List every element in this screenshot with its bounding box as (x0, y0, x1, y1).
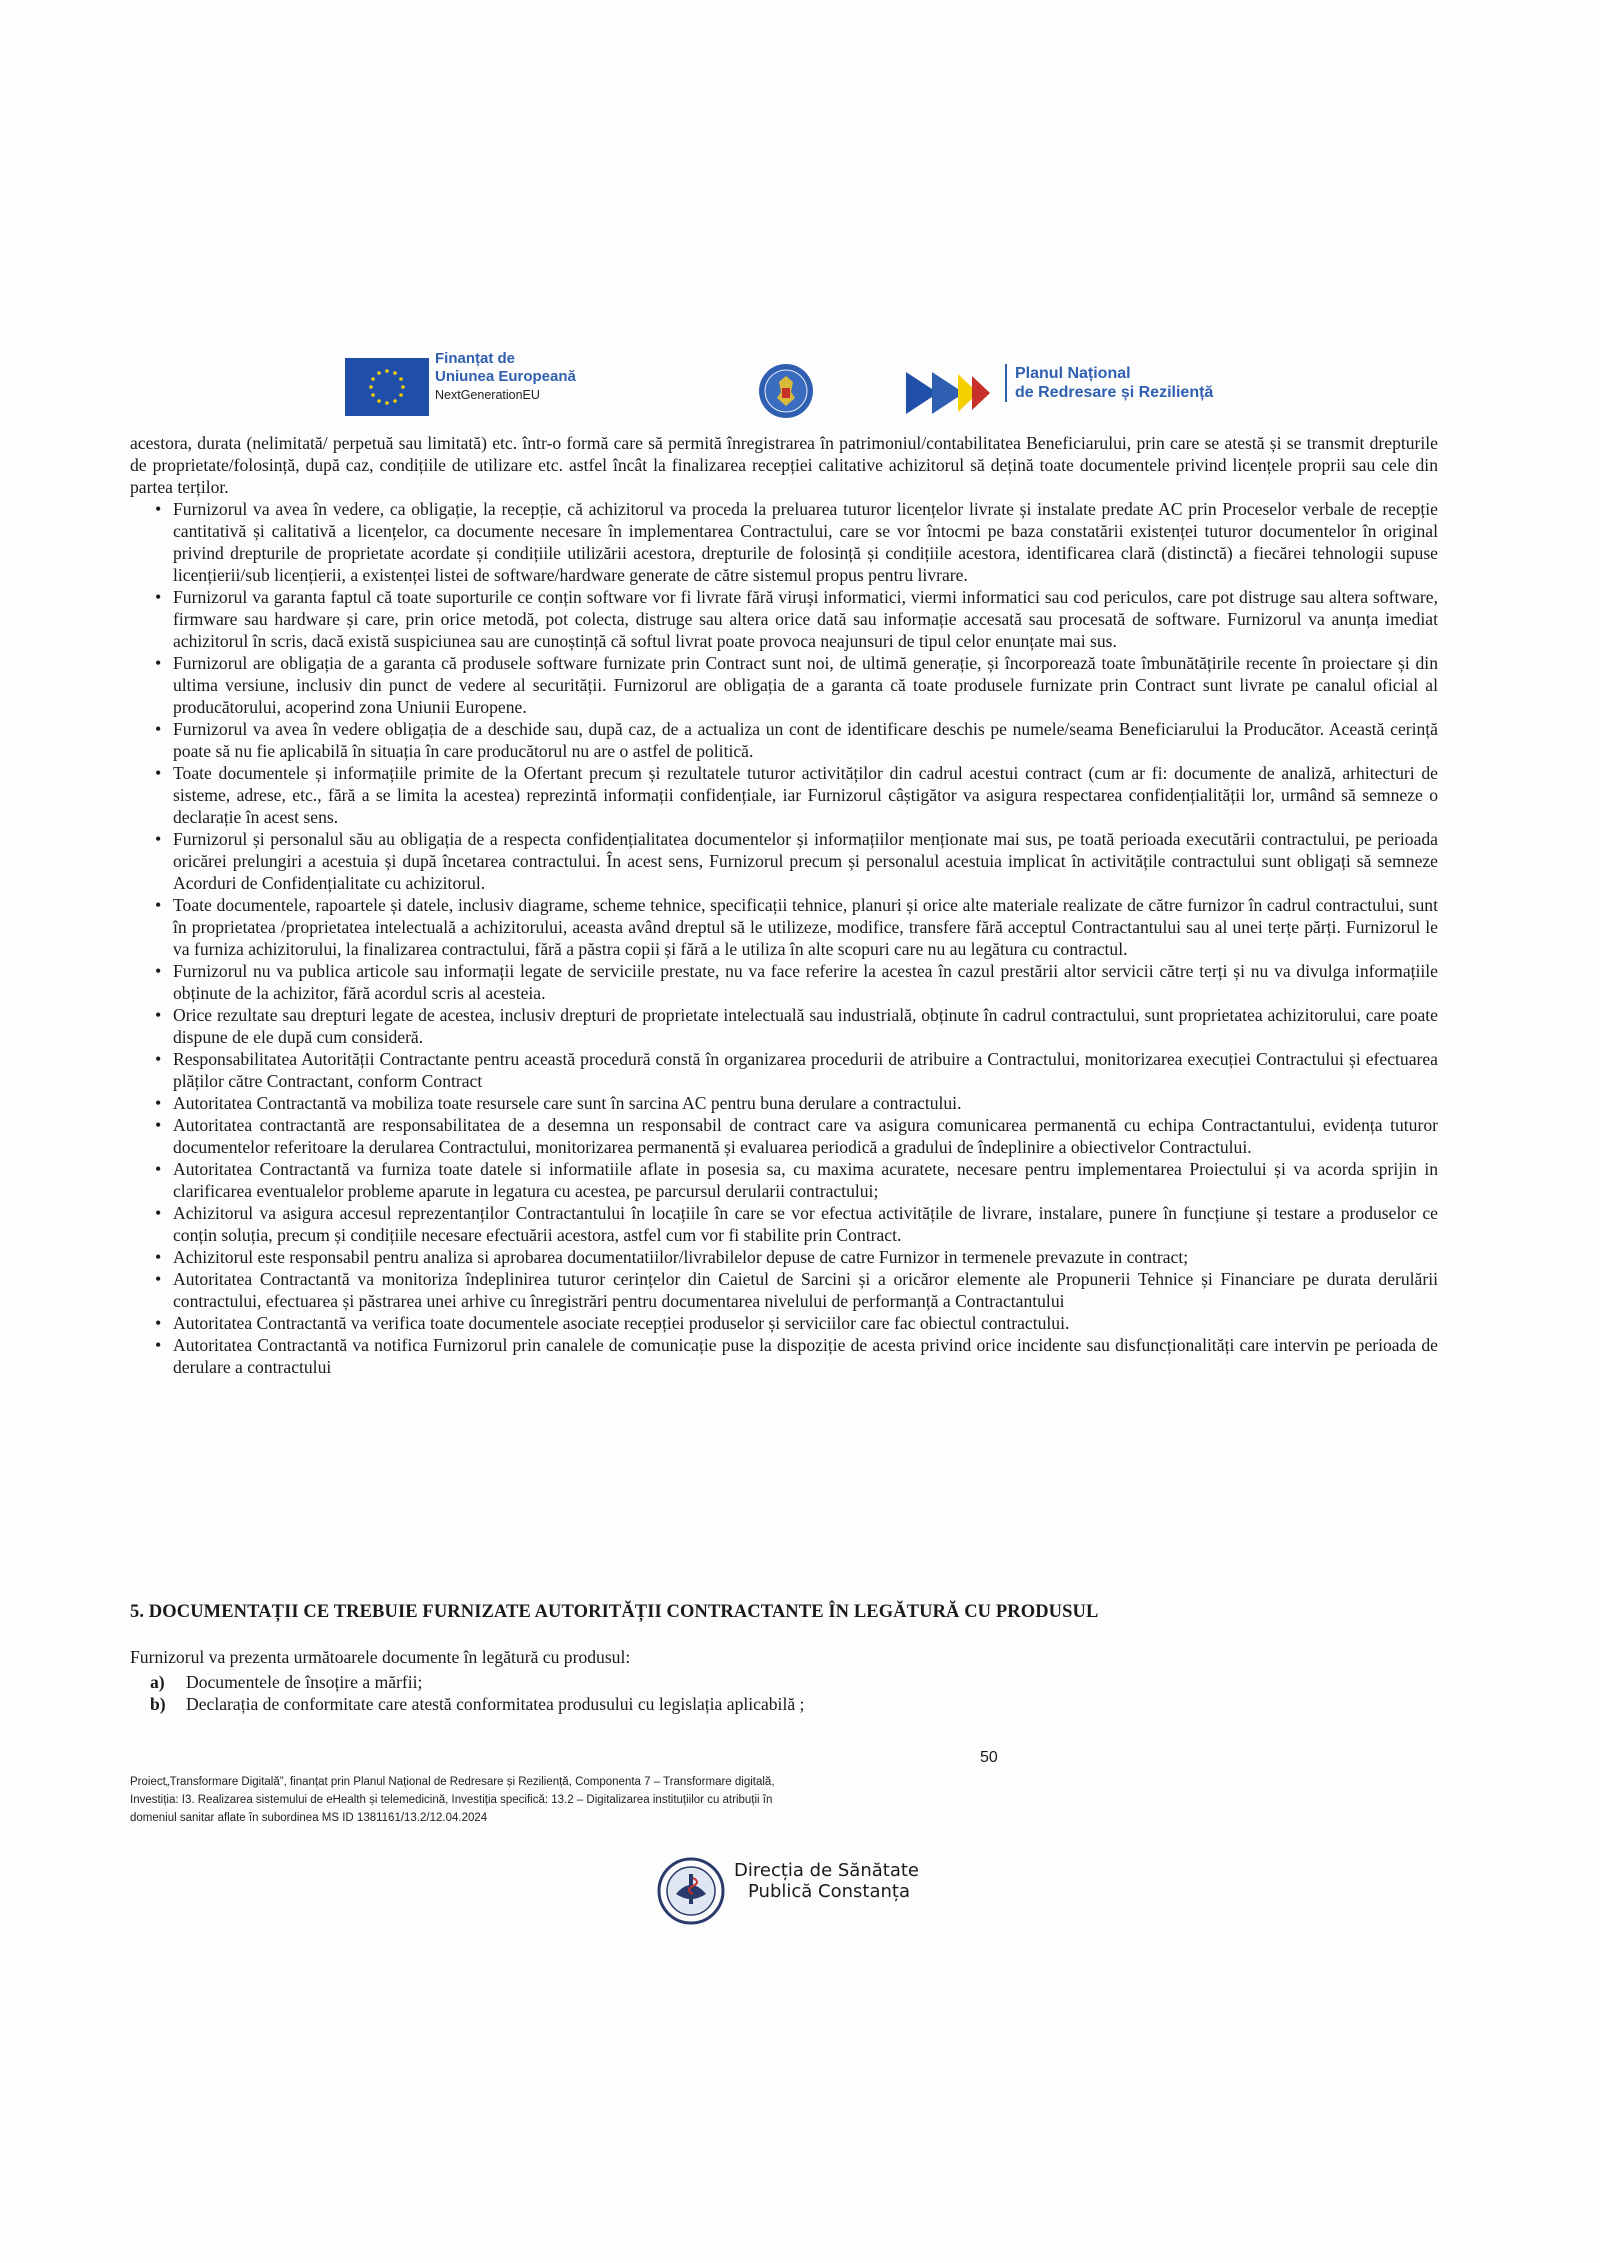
item-text: Declarația de conformitate care atestă conformitatea produsului cu legislația aplicabilă ; (186, 1694, 805, 1714)
footer-line: Proiect„Transformare Digitală”, finanțat prin Planul Național de Redresare și Reziliență, Componenta 7 – Transformare digitală, (130, 1776, 775, 1788)
list-item: • Achizitorul va asigura accesul reprezentanților Contractantului în locațiile în care se vor efectua activitățile de livrare, instalare, punere în funcțiune și testare a produselor ce conțin soluția, precum și condițiile necesare efectuării acestora, astfel cum vor fi stabilite prin Contract. (130, 1202, 1438, 1246)
eu-flag-icon (345, 358, 429, 416)
list-item: • Furnizorul nu va publica articole sau informații legate de serviciile prestate, nu va face referire la acestea în cazul prestării altor servicii către terți și nu va divulga informațiile obținute de la achizitor, fără acordul scris al acesteia. (130, 960, 1438, 1004)
project-footer (130, 1773, 990, 1827)
list-item: • Responsabilitatea Autorității Contractante pentru această procedură constă în organizarea procedurii de atribuire a Contractului, monitorizarea execuției Contractului și efectuarea plăților către Contractant, conform Contract (130, 1048, 1438, 1092)
continuation-paragraph: acestora, durata (nelimitată/ perpetuă sau limitată) etc. într-o formă care să permită înregistrarea în patrimoniul/contabilitatea Beneficiarului, prin care se atestă și se transmit drepturile de proprietate/folosință, după caz, condițiile de utilizare etc. astfel încât la finalizarea recepției calitative achizitorul să dețină toate documentele privind licențele proprii sau cele din partea terților. (130, 433, 1438, 497)
bullet-list (130, 498, 1438, 1378)
romanian-government-seal-icon (757, 362, 815, 420)
pnrr-line2: de Redresare și Reziliență (1015, 384, 1214, 401)
list-item: • Toate documentele, rapoartele și datele, inclusiv diagrame, scheme tehnice, specificații tehnice, planuri și orice alte materiale realizate de către furnizor în cadrul contractului, sunt în proprietatea /proprietatea intelectuală a achizitorului, aceasta având dreptul să le utilizeze, modifice, transfere fără acceptul Contractantului sau al unei terțe părți. Furnizorul le va furniza achizitorului, la finalizarea contractului, fără a păstra copii și fără a le utiliza în alte scopuri care nu au legătura cu contractul. (130, 894, 1438, 960)
pnrr-label (1005, 364, 1213, 402)
section-heading: 5. DOCUMENTAȚII CE TREBUIE FURNIZATE AUTORITĂȚII CONTRACTANTE ÎN LEGĂTURĂ CU PRODUSUL (130, 1602, 1099, 1622)
list-item: • Furnizorul va avea în vedere obligația de a deschide sau, după caz, de a actualiza un cont de identificare deschis pe numele/seama Beneficiarului la Producător. Această cerință poate să nu fie aplicabilă în situația în care producătorul nu are o astfel de politică. (130, 718, 1438, 762)
dsp-line1: Direcția de Sănătate (734, 1860, 919, 1881)
item-text: Documentele de însoțire a mărfii; (186, 1672, 423, 1692)
list-item: • Autoritatea Contractantă va mobiliza toate resursele care sunt în sarcina AC pentru buna derulare a contractului. (130, 1092, 1438, 1114)
footer-line: domeniul sanitar aflate în subordinea MS ID 1381161/13.2/12.04.2024 (130, 1812, 488, 1824)
list-item: • Furnizorul va garanta faptul că toate suporturile ce conțin software vor fi livrate fără viruși informatici, viermi informatici sau cod periculos, care pot distruge sau altera software, firmware sau hardware și care, prin orice metodă, pot colecta, distruge sau altera orice dată sau informație accesată sau procesată de software. Furnizorul va anunța imediat achizitorul în scris, dacă există suspiciunea sau are cunoștință că softul livrat poate provoca neajunsuri de tipul celor enunțate mai sus. (130, 586, 1438, 652)
list-item: • Autoritatea Contractantă va verifica toate documentele asociate recepției produselor și serviciilor care fac obiectul contractului. (130, 1312, 1438, 1334)
list-item: • Furnizorul are obligația de a garanta că produsele software furnizate prin Contract sunt noi, de ultimă generație, și încorporează toate îmbunătățirile recente în proiectare și din ultima versiune, inclusiv din punct de vedere al securității. Furnizorul are obligația de a garanta că toate produsele furnizate prin Contract sunt livrate pe canalul oficial al producătorului, acoperind zona Uniunii Europene. (130, 652, 1438, 718)
dsp-label (734, 1860, 919, 1902)
eu-line3: NextGenerationEU (435, 388, 540, 402)
list-item: • Autoritatea Contractantă va furniza toate datele si informatiile aflate in posesia sa, cu maxima acuratete, necesare pentru implementarea Proiectului și va acorda sprijin in clarificarea eventualelor probleme aparute in legatura cu acestea, pe parcursul derularii contractului; (130, 1158, 1438, 1202)
item-label: a) (150, 1672, 165, 1692)
page-number: 50 (980, 1749, 998, 1766)
footer-line: Investiția: I3. Realizarea sistemului de eHealth și telemedicină, Investiția specifică: 13.2 – Digitalizarea instituțiilor cu atribuții în (130, 1794, 773, 1806)
list-item: • Orice rezultate sau drepturi legate de acestea, inclusiv drepturi de proprietate intelectuală sau industrială, obținute în cadrul contractului, sunt proprietatea achizitorului, care poate dispune de ele după cum consideră. (130, 1004, 1438, 1048)
dsp-stamp-icon (656, 1856, 726, 1926)
pnrr-arrows-icon (906, 364, 1006, 422)
item-label: b) (150, 1694, 166, 1714)
eu-line1: Finanțat de (435, 350, 516, 367)
list-item: • Furnizorul va avea în vedere, ca obligație, la recepție, că achizitorul va proceda la preluarea tuturor licențelor livrate și instalate predate AC prin Proceselor verbale de recepție cantitativă și calitativă a licențelor, ca documente necesare în implementarea Contractului, care se vor întocmi pe baza constatării existenței tuturor documentelor în original privind drepturile de proprietate acordate și condițiile utilizării acestora, drepturile de folosință și condițiile acestora, identificarea clară (distinctă) a fiecărei tehnologii supuse licențierii/sub licențierii, a existenței listei de software/hardware generate de către sistemul propus pentru livrare. (130, 498, 1438, 586)
list-item: • Achizitorul este responsabil pentru analiza si aprobarea documentatiilor/livrabilelor depuse de catre Furnizor in termenele prevazute in contract; (130, 1246, 1438, 1268)
list-item: • Autoritatea Contractantă va monitoriza îndeplinirea tuturor cerințelor din Caietul de Sarcini și a oricăror elemente ale Propunerii Tehnice și Financiare pe durata derulării contractului, efectuarea și păstrarea unei arhive cu înregistrări pentru documentarea nivelului de performanță a Contractantului (130, 1268, 1438, 1312)
section-intro: Furnizorul va prezenta următoarele documente în legătură cu produsul: (130, 1647, 631, 1667)
list-item (150, 1693, 804, 1715)
list-item: • Furnizorul și personalul său au obligația de a respecta confidențialitatea documentelor și informațiilor menționate mai sus, pe toată perioada executării contractului, pe perioada oricărei prelungiri a acestuia și după încetarea contractului. În acest sens, Furnizorul precum și personalul acestuia implicat în activitățile contractului sunt obligați să semneze Acorduri de Confidențialitate cu achizitorul. (130, 828, 1438, 894)
document-body (130, 432, 1438, 1378)
eu-funding-label (435, 350, 576, 404)
dsp-line2: Publică Constanța (748, 1881, 910, 1902)
header-logos (345, 350, 1245, 430)
pnrr-line1: Planul Național (1015, 365, 1131, 382)
list-item: • Autoritatea Contractantă va notifica Furnizorul prin canalele de comunicație puse la dispoziție de acesta privind orice incidente sau disfuncționalități care intervin pe perioada de derulare a contractului (130, 1334, 1438, 1378)
list-item (150, 1671, 804, 1693)
eu-line2: Uniunea Europeană (435, 368, 576, 385)
required-documents-list (150, 1671, 804, 1715)
list-item: • Autoritatea contractantă are responsabilitatea de a desemna un responsabil de contract care va asigura comunicarea permanentă cu echipa Contractantului, evidența tuturor documentelor referitoare la derularea Contractului, monitorizarea permanentă și evaluarea periodică a gradului de îndeplinire a obiectivelor Contractului. (130, 1114, 1438, 1158)
list-item: • Toate documentele și informațiile primite de la Ofertant precum și rezultatele tuturor activităților din cadrul acestui contract (cum ar fi: documente de analiză, arhitecturi de sisteme, adrese, etc., fără a se limita la acestea) reprezintă informații confidențiale, iar Furnizorul câștigător va asigura respectarea confidențialității lor, urmând să semneze o declarație în acest sens. (130, 762, 1438, 828)
